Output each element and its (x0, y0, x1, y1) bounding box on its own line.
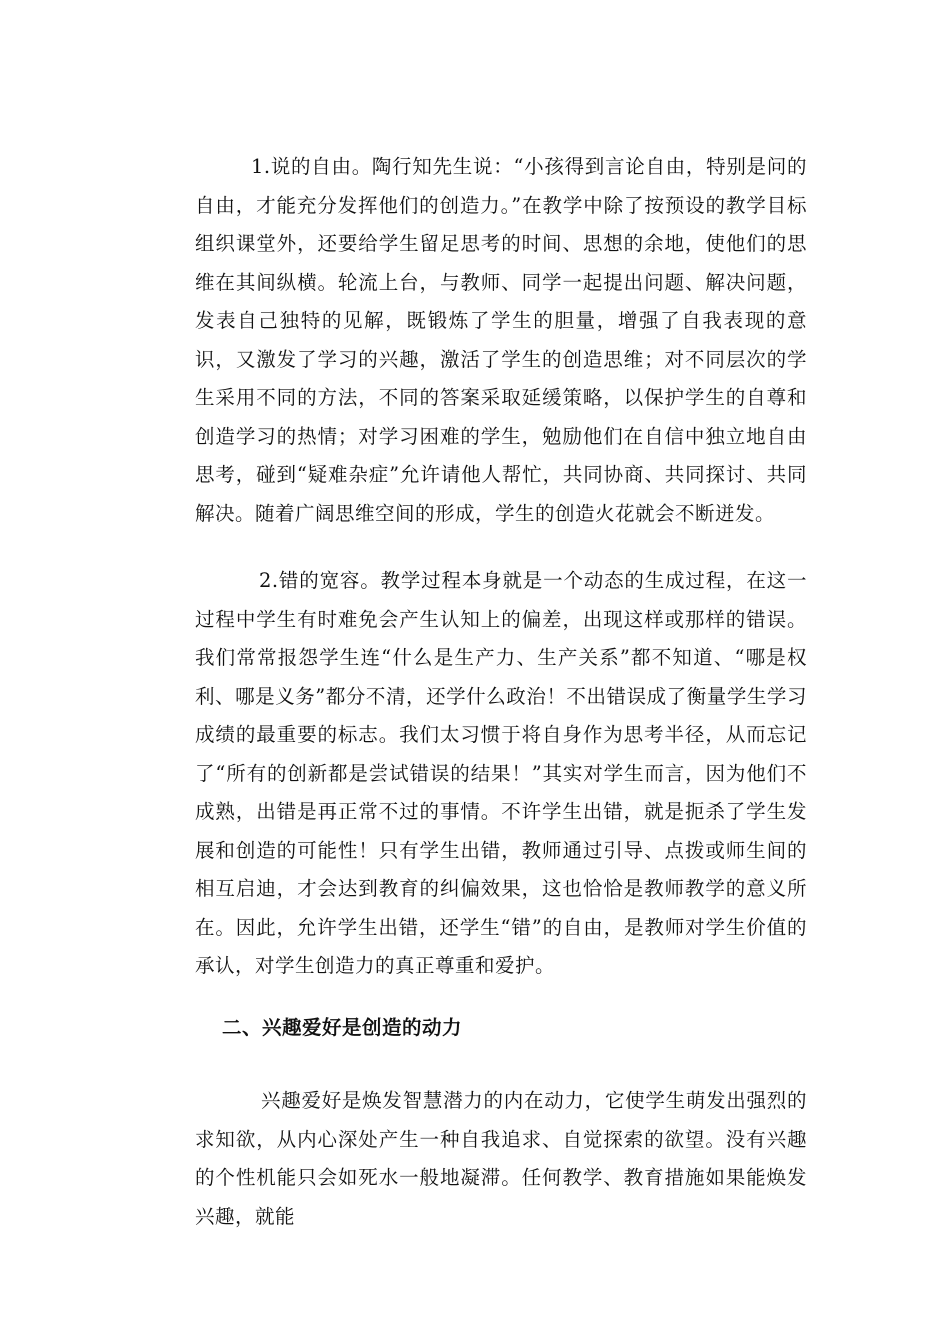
section-heading: 二、兴趣爱好是创造的动力 (222, 1016, 463, 1039)
paragraph-tolerance-of-errors: 2.错的宽容。教学过程本身就是一个动态的生成过程，在这一过程中学生有时难免会产生认知上的偏差，出现这样或那样的错误。我们常常报怨学生连“什么是生产力、生产关系”都不知道、“哪是权利、哪是义务”都分不清，还学什么政治！不出错误成了衡量学生学习成绩的最重要的标志。我们太习惯于将自身作为思考半径，从而忘记了“所有的创新都是尝试错误的结果！”其实对学生而言，因为他们不成熟，出错是再正常不过的事情。不许学生出错，就是扼杀了学生发展和创造的可能性！只有学生出错，教师通过引导、点拨或师生间的相互启迪，才会达到教育的纠偏效果，这也恰恰是教师教学的意义所在。因此，允许学生出错，还学生“错”的自由，是教师对学生价值的承认，对学生创造力的真正尊重和爱护。 (195, 569, 807, 977)
paragraph-freedom-of-speech: 1.说的自由。陶行知先生说：“小孩得到言论自由，特别是问的自由，才能充分发挥他们的创造力。”在教学中除了按预设的教学目标组织课堂外，还要给学生留足思考的时间、思想的余地，使他们的思维在其间纵横。轮流上台，与教师、同学一起提出问题、解决问题，发表自己独特的见解，既锻炼了学生的胆量，增强了自我表现的意识，又激发了学习的兴趣，激活了学生的创造思维；对不同层次的学生采用不同的方法，不同的答案采取延缓策略，以保护学生的自尊和创造学习的热情；对学习困难的学生，勉励他们在自信中独立地自由思考，碰到“疑难杂症”允许请他人帮忙，共同协商、共同探讨、共同解决。随着广阔思维空间的形成，学生的创造火花就会不断迸发。 (195, 155, 807, 525)
paragraph-interest-motivation: 兴趣爱好是焕发智慧潜力的内在动力，它使学生萌发出强烈的求知欲，从内心深处产生一种自我追求、自觉探索的欲望。没有兴趣的个性机能只会如死水一般地凝滞。任何教学、教育措施如果能焕发兴趣，就能 (195, 1089, 807, 1228)
